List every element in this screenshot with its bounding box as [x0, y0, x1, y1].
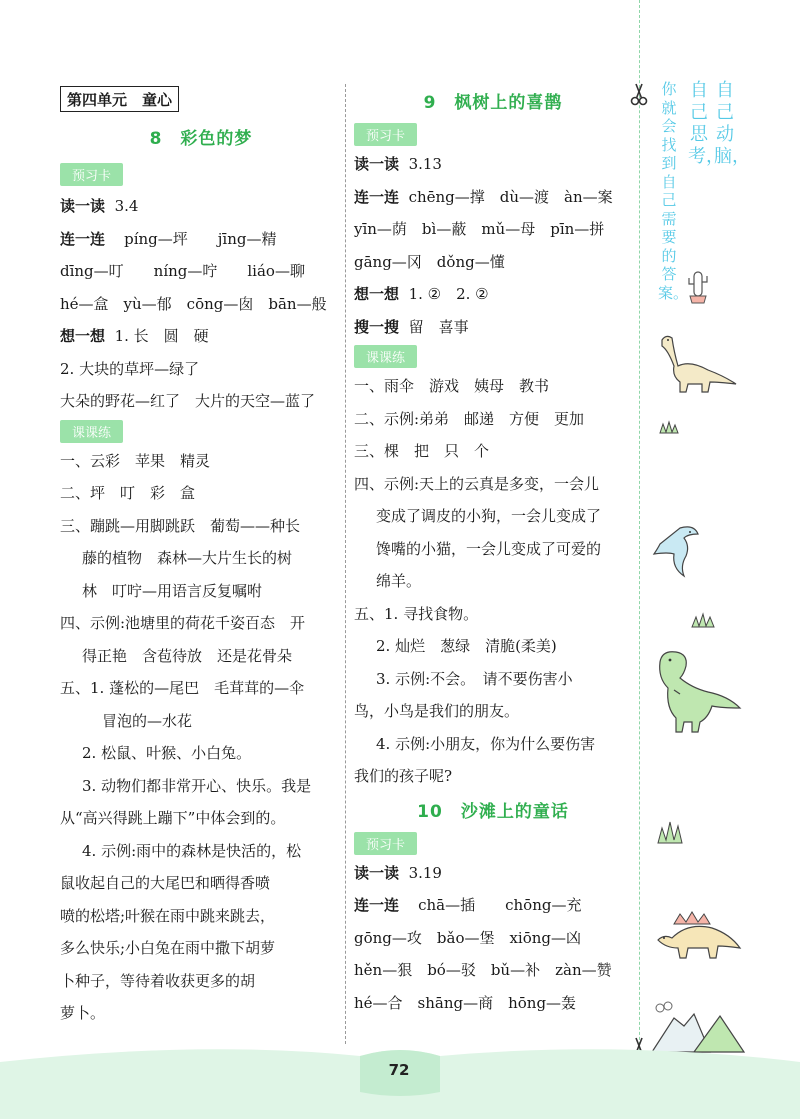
page-number: 72: [388, 1061, 410, 1079]
answer-line: 萝卜。: [60, 1004, 106, 1022]
connect-line: hé—盒 yù—郁 cōng—囱 bān—般: [60, 294, 327, 313]
answer-line: 鼠收起自己的大尾巴和晒得香喷: [60, 874, 271, 892]
dinosaur-icon: [654, 332, 738, 394]
answer-line: 2. 灿烂 葱绿 清脆(柔美): [376, 637, 557, 655]
cactus-icon: [684, 270, 712, 304]
search-line: 搜一搜 留 喜事: [354, 317, 469, 336]
stegosaurus-icon: [654, 908, 744, 962]
answer-line: 从“高兴得跳上蹦下”中体会到的。: [60, 809, 286, 827]
answer-line: 卜种子，等待着收获更多的胡: [60, 971, 256, 990]
connect-line: yīn—荫 bì—蔽 mǔ—母 pīn—拼: [354, 220, 605, 238]
preview-tag: 预习卡: [354, 832, 417, 855]
answer-line: 我们的孩子呢?: [354, 767, 453, 785]
answer-line: 五、1. 蓬松的—尾巴 毛茸茸的—伞: [60, 679, 305, 697]
read-line: 读一读 3.4: [60, 197, 139, 215]
answer-line: 藤的植物 森林—大片生长的树: [82, 549, 293, 567]
slogan-line-1: 自己动脑，: [714, 80, 750, 167]
slogan-line-2: 自己思考，: [688, 80, 724, 167]
scissors-icon: [629, 82, 649, 106]
practice-tag: 课课练: [60, 420, 123, 443]
answer-line: 4. 示例:小朋友，你为什么要伤害: [376, 734, 596, 753]
answer-line: 一、云彩 苹果 精灵: [60, 451, 211, 470]
answer-line: 变成了调皮的小狗，一会儿变成了: [376, 507, 602, 525]
answer-line: 五、1. 寻找食物。: [354, 604, 479, 623]
footer-wave: [0, 1040, 800, 1119]
think-line: 大朵的野花—红了 大片的天空—蓝了: [60, 392, 316, 410]
answer-line: 鸟，小鸟是我们的朋友。: [354, 702, 520, 720]
answer-line: 二、坪 叮 彩 盒: [60, 484, 196, 502]
column-divider: [345, 84, 346, 1044]
grass-icon: [690, 612, 716, 628]
connect-line: 连一连 píng—坪 jīng—精: [60, 229, 277, 248]
answer-line: 二、示例:弟弟 邮递 方便 更加: [354, 409, 585, 428]
answer-line: 得正艳 含苞待放 还是花骨朵: [82, 646, 293, 665]
answer-line: 馋嘴的小猫，一会儿变成了可爱的: [376, 539, 602, 558]
read-line: 读一读 3.13: [354, 155, 442, 173]
lesson-10-title: 10 沙滩上的童话: [417, 801, 569, 822]
answer-line: 三、蹦跳—用脚跳跃 葡萄——种长: [60, 516, 301, 535]
read-line: 读一读 3.19: [354, 863, 442, 882]
think-line: 想一想 1. ② 2. ②: [354, 285, 489, 303]
lesson-9-title: 9 枫树上的喜鹊: [423, 93, 563, 113]
think-line: 想一想 1. 长 圆 硬: [60, 327, 209, 345]
think-line: 2. 大块的草坪—绿了: [60, 359, 200, 378]
pterosaur-icon: [650, 522, 704, 578]
preview-tag: 预习卡: [60, 163, 123, 186]
grass-icon: [656, 818, 686, 844]
practice-tag: 课课练: [354, 345, 417, 368]
preview-tag: 预习卡: [354, 123, 417, 146]
answer-line: 2. 松鼠、叶猴、小白兔。: [82, 744, 252, 762]
answer-line: 林 叮咛—用语言反复嘱咐: [82, 581, 263, 600]
answer-line: 四、示例:池塘里的荷花千姿百态 开: [60, 614, 306, 632]
slogan-line-3: 你就会找到自己需要的答案。: [658, 80, 689, 302]
answer-line: 3. 示例:不会。 请不要伤害小: [376, 669, 573, 688]
answer-line: 4. 示例:雨中的森林是快活的，松: [82, 841, 302, 860]
grass-icon: [658, 420, 680, 434]
answer-line: 三、棵 把 只 个: [354, 442, 490, 460]
connect-line: hěn—狠 bó—驳 bǔ—补 zàn—赞: [354, 961, 612, 979]
connect-line: 连一连 chā—插 chōng—充: [354, 896, 582, 914]
middle-column: [354, 84, 632, 1019]
connect-line: gōng—攻 bǎo—堡 xiōng—凶: [354, 928, 582, 947]
t-rex-icon: [652, 648, 744, 734]
connect-line: dīng—叮 níng—咛 liáo—聊: [60, 262, 305, 280]
answer-line: 3. 动物们都非常开心、快乐。我是: [82, 776, 312, 795]
answer-line: 多么快乐;小白兔在雨中撒下胡萝: [60, 939, 276, 957]
cut-line: [639, 0, 640, 1075]
answer-line: 四、示例:天上的云真是多变，一会儿: [354, 474, 600, 493]
answer-line: 冒泡的—水花: [102, 711, 193, 730]
connect-line: hé—合 shāng—商 hōng—轰: [354, 993, 577, 1012]
answer-line: 一、雨伞 游戏 姨母 教书: [354, 377, 550, 395]
left-column: [60, 84, 342, 1030]
lesson-8-title: 8 彩色的梦: [149, 129, 253, 149]
connect-line: 连一连 chēng—撑 dù—渡 àn—案: [354, 187, 613, 206]
answer-line: 喷的松塔;叶猴在雨中跳来跳去，: [60, 906, 276, 925]
connect-line: gāng—冈 dǒng—懂: [354, 252, 505, 271]
answer-line: 绵羊。: [376, 572, 422, 590]
unit-title: 第四单元 童心: [60, 86, 179, 112]
